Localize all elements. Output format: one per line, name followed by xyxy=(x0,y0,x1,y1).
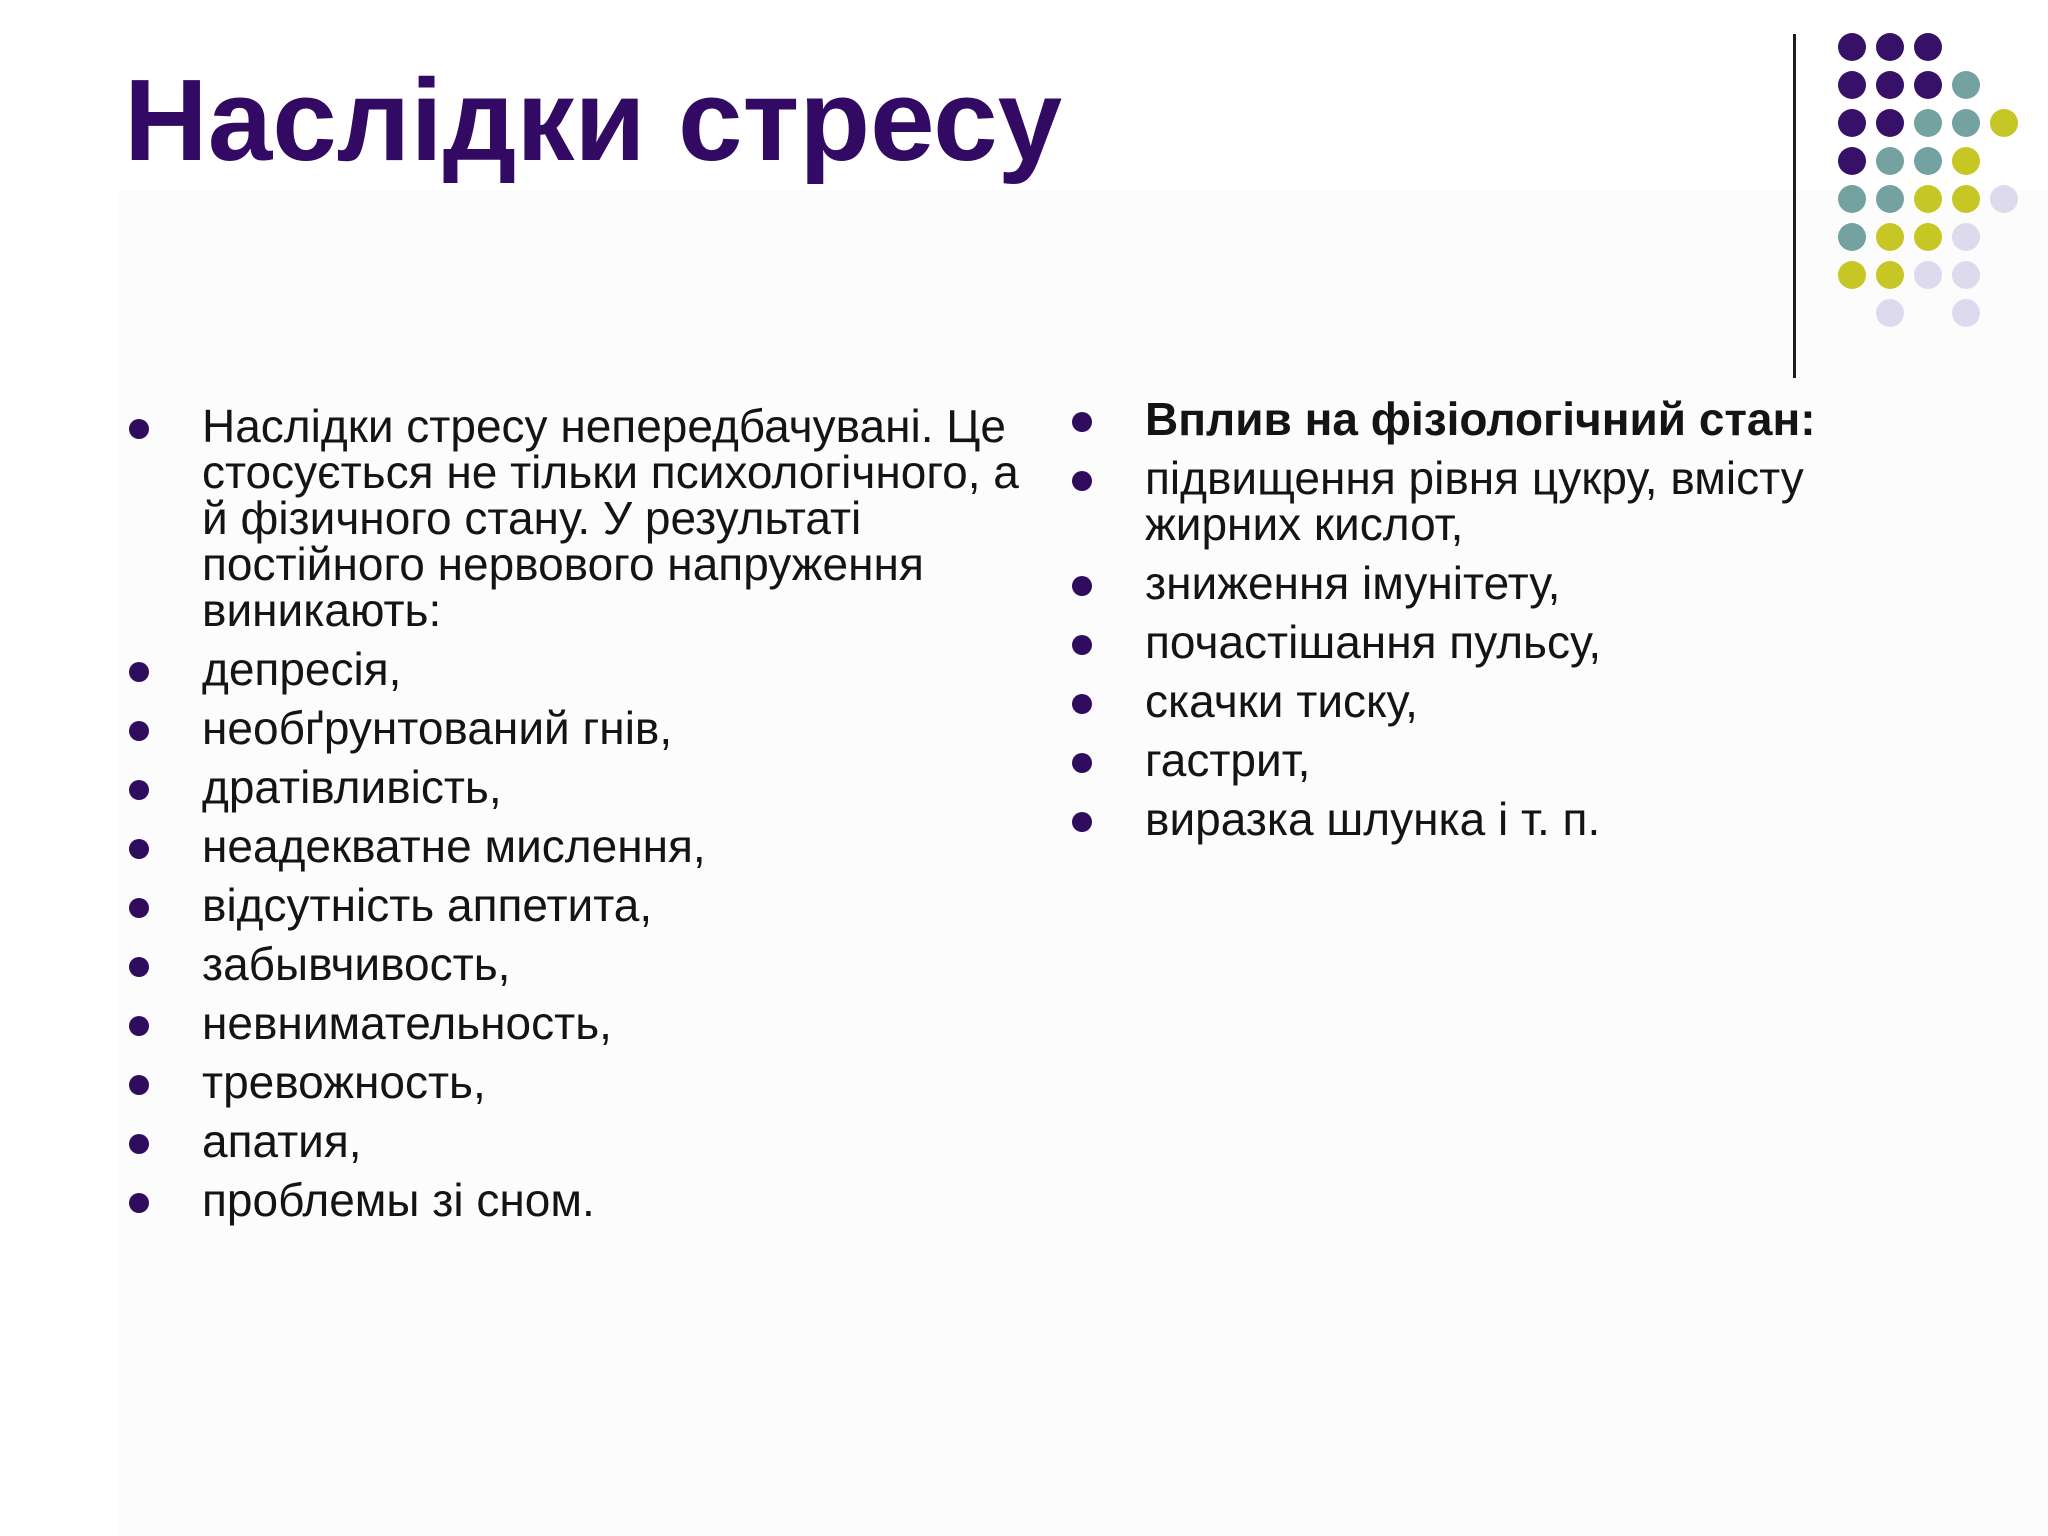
decorative-dot xyxy=(1876,147,1904,175)
decorative-dot xyxy=(1914,33,1942,61)
list-item: дратівливість, xyxy=(126,764,1046,810)
decorative-dot xyxy=(1952,147,1980,175)
decorative-dot xyxy=(1876,71,1904,99)
list-item: виразка шлунка і т. п. xyxy=(1069,796,1969,842)
list-item: невнимательность, xyxy=(126,1000,1046,1046)
decorative-dot xyxy=(1838,33,1866,61)
left-bullet-list xyxy=(126,400,1046,1236)
list-item: підвищення рівня цукру, вмісту жирних кислот, xyxy=(1069,455,1969,547)
list-item: необґрунтований гнів, xyxy=(126,705,1046,751)
decorative-dot xyxy=(1838,109,1866,137)
decorative-dot xyxy=(1914,71,1942,99)
list-heading: Вплив на фізіологічний стан: xyxy=(1069,396,1969,442)
list-item: гастрит, xyxy=(1069,737,1969,783)
slide-title: Наслідки стресу xyxy=(124,55,1063,185)
right-bullet-list xyxy=(1069,393,1969,855)
list-item: відсутність аппетита, xyxy=(126,882,1046,928)
list-item: проблемы зі сном. xyxy=(126,1177,1046,1223)
decorative-dot xyxy=(1876,109,1904,137)
list-item: скачки тиску, xyxy=(1069,678,1969,724)
list-item: почастішання пульсу, xyxy=(1069,619,1969,665)
list-item: забывчивость, xyxy=(126,941,1046,987)
list-item: Наслідки стресу непередбачувані. Це стосується не тільки психологічного, а й фізичного стану. У результаті постійного нервового напруження виникають: xyxy=(126,403,1046,633)
decorative-dot xyxy=(1990,109,2018,137)
decorative-dot xyxy=(1838,71,1866,99)
decorative-dot xyxy=(1952,71,1980,99)
decorative-dot xyxy=(1952,109,1980,137)
list-item: неадекватне мислення, xyxy=(126,823,1046,869)
decorative-dot xyxy=(1838,147,1866,175)
list-item: зниження імунітету, xyxy=(1069,560,1969,606)
list-item: тревожность, xyxy=(126,1059,1046,1105)
list-item: апатия, xyxy=(126,1118,1046,1164)
decorative-dot xyxy=(1914,147,1942,175)
vertical-divider xyxy=(1793,34,1796,378)
list-item: депресія, xyxy=(126,646,1046,692)
decorative-dot xyxy=(1914,109,1942,137)
decorative-dot xyxy=(1876,33,1904,61)
